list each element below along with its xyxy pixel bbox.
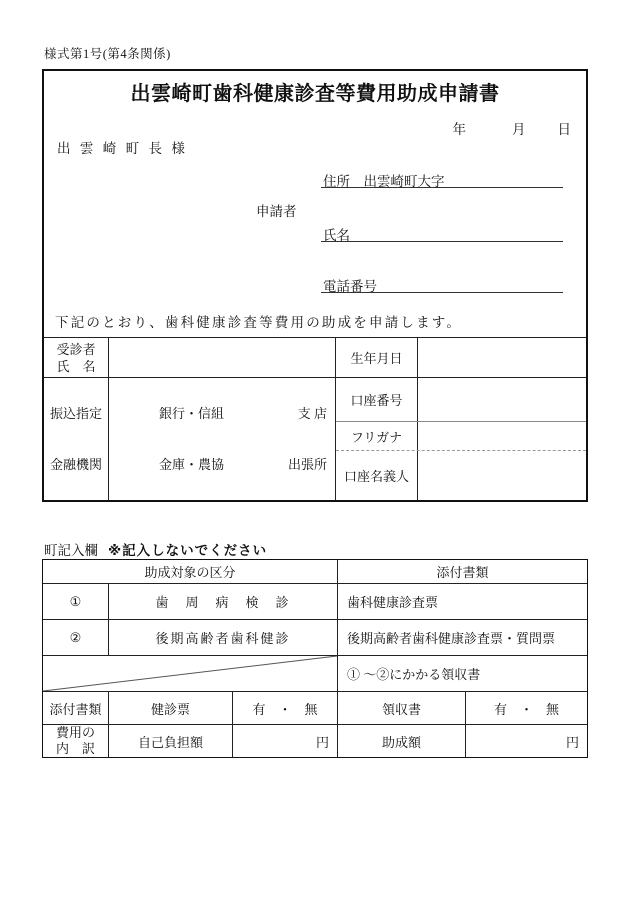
bank-line-2 [109, 457, 335, 472]
row1-documents: 歯科健康診査票 [347, 595, 439, 610]
account-number-value [418, 378, 586, 421]
account-subtable [336, 378, 586, 500]
receipt-label: ① ～②にかかる領収書 [347, 667, 481, 682]
row1-category: 歯 周 病 検 診 [109, 584, 338, 619]
form-number-label: 様式第1号(第4条関係) [44, 47, 171, 61]
bank-type1-label: 銀行・信組 [159, 406, 225, 421]
birthdate-value [418, 338, 586, 377]
form-title: 出雲崎町歯科健康診査等費用助成申請書 [130, 83, 500, 105]
examinee-name-value [109, 338, 336, 377]
bank-type2-label: 金庫・農協 [159, 457, 225, 472]
bank-designation-label [44, 378, 109, 500]
receipt-slip-label: 領収書 [338, 692, 466, 724]
bank-name-cell [109, 378, 336, 500]
office-table [42, 559, 588, 758]
bank-row [44, 378, 586, 500]
checkup-yes-no: 有 ・ 無 [233, 692, 338, 724]
date-day-label: 日 [557, 122, 571, 137]
examinee-table [44, 337, 586, 500]
office-heading-label: 町記入欄 [44, 543, 98, 558]
row2-category: 後期高齢者歯科健診 [109, 620, 338, 655]
subsidy-label: 助成額 [338, 725, 466, 757]
attachment-label: 添付書類 [43, 692, 109, 724]
branch2-label: 出張所 [287, 457, 327, 472]
row1-number: ① [43, 584, 109, 619]
diagonal-line [43, 656, 337, 691]
attachment-row [43, 692, 587, 725]
transfer-label-line1: 振込指定 [49, 406, 102, 421]
cost-label [43, 725, 109, 757]
address-field: 住所 出雲崎町大字 [321, 170, 563, 188]
furigana-label: フリガナ [336, 422, 418, 450]
birthdate-label: 生年月日 [336, 338, 418, 377]
receipt-yes-no: 有 ・ 無 [493, 701, 559, 717]
examinee-label-line2: 氏 名 [56, 358, 96, 374]
row2-documents: 後期高齢者歯科健康診査票・質問票 [347, 631, 556, 646]
receipt-row [43, 656, 587, 692]
subsidy-yen: 円 [565, 734, 579, 750]
furigana-value [418, 422, 586, 450]
self-pay-label: 自己負担額 [109, 725, 233, 757]
application-form-box [42, 69, 588, 502]
cost-label-line1: 費用の [55, 725, 95, 740]
cost-row [43, 725, 587, 757]
transfer-label-line2: 金融機関 [49, 457, 102, 472]
account-number-row [336, 378, 586, 422]
date-line [453, 118, 572, 138]
account-holder-label: 口座名義人 [336, 451, 418, 500]
self-pay-yen: 円 [233, 725, 338, 757]
addressee-line: 出 雲 崎 町 長 様 [57, 141, 188, 156]
name-field: 氏名 [321, 224, 563, 242]
declaration-text: 下記のとおり、歯科健康診査等費用の助成を申請します。 [55, 315, 463, 330]
examinee-label-line1: 受診者 [56, 341, 96, 357]
account-holder-row [336, 451, 586, 500]
examinee-name-label [44, 338, 109, 377]
table-row-1 [43, 584, 587, 620]
phone-field: 電話番号 [321, 275, 563, 293]
applicant-label: 申請者 [256, 204, 297, 219]
diagonal-cell [43, 656, 338, 691]
documents-header: 添付書類 [436, 565, 489, 580]
office-heading-warning: ※記入しないでください [108, 543, 268, 558]
branch1-label: 支 店 [297, 406, 327, 421]
office-entry-heading [44, 539, 267, 559]
cost-label-line2: 内 訳 [55, 741, 95, 756]
date-year-label: 年 [452, 122, 466, 137]
table-row-2 [43, 620, 587, 656]
account-number-label: 口座番号 [336, 378, 418, 421]
examinee-row [44, 338, 586, 378]
account-holder-value [418, 451, 586, 500]
checkup-slip-label: 健診票 [109, 692, 233, 724]
furigana-row [336, 422, 586, 451]
date-month-label: 月 [512, 122, 526, 137]
bank-line-1 [109, 406, 335, 421]
category-header: 助成対象の区分 [43, 560, 338, 583]
office-table-header-row [43, 560, 587, 584]
row2-number: ② [43, 620, 109, 655]
